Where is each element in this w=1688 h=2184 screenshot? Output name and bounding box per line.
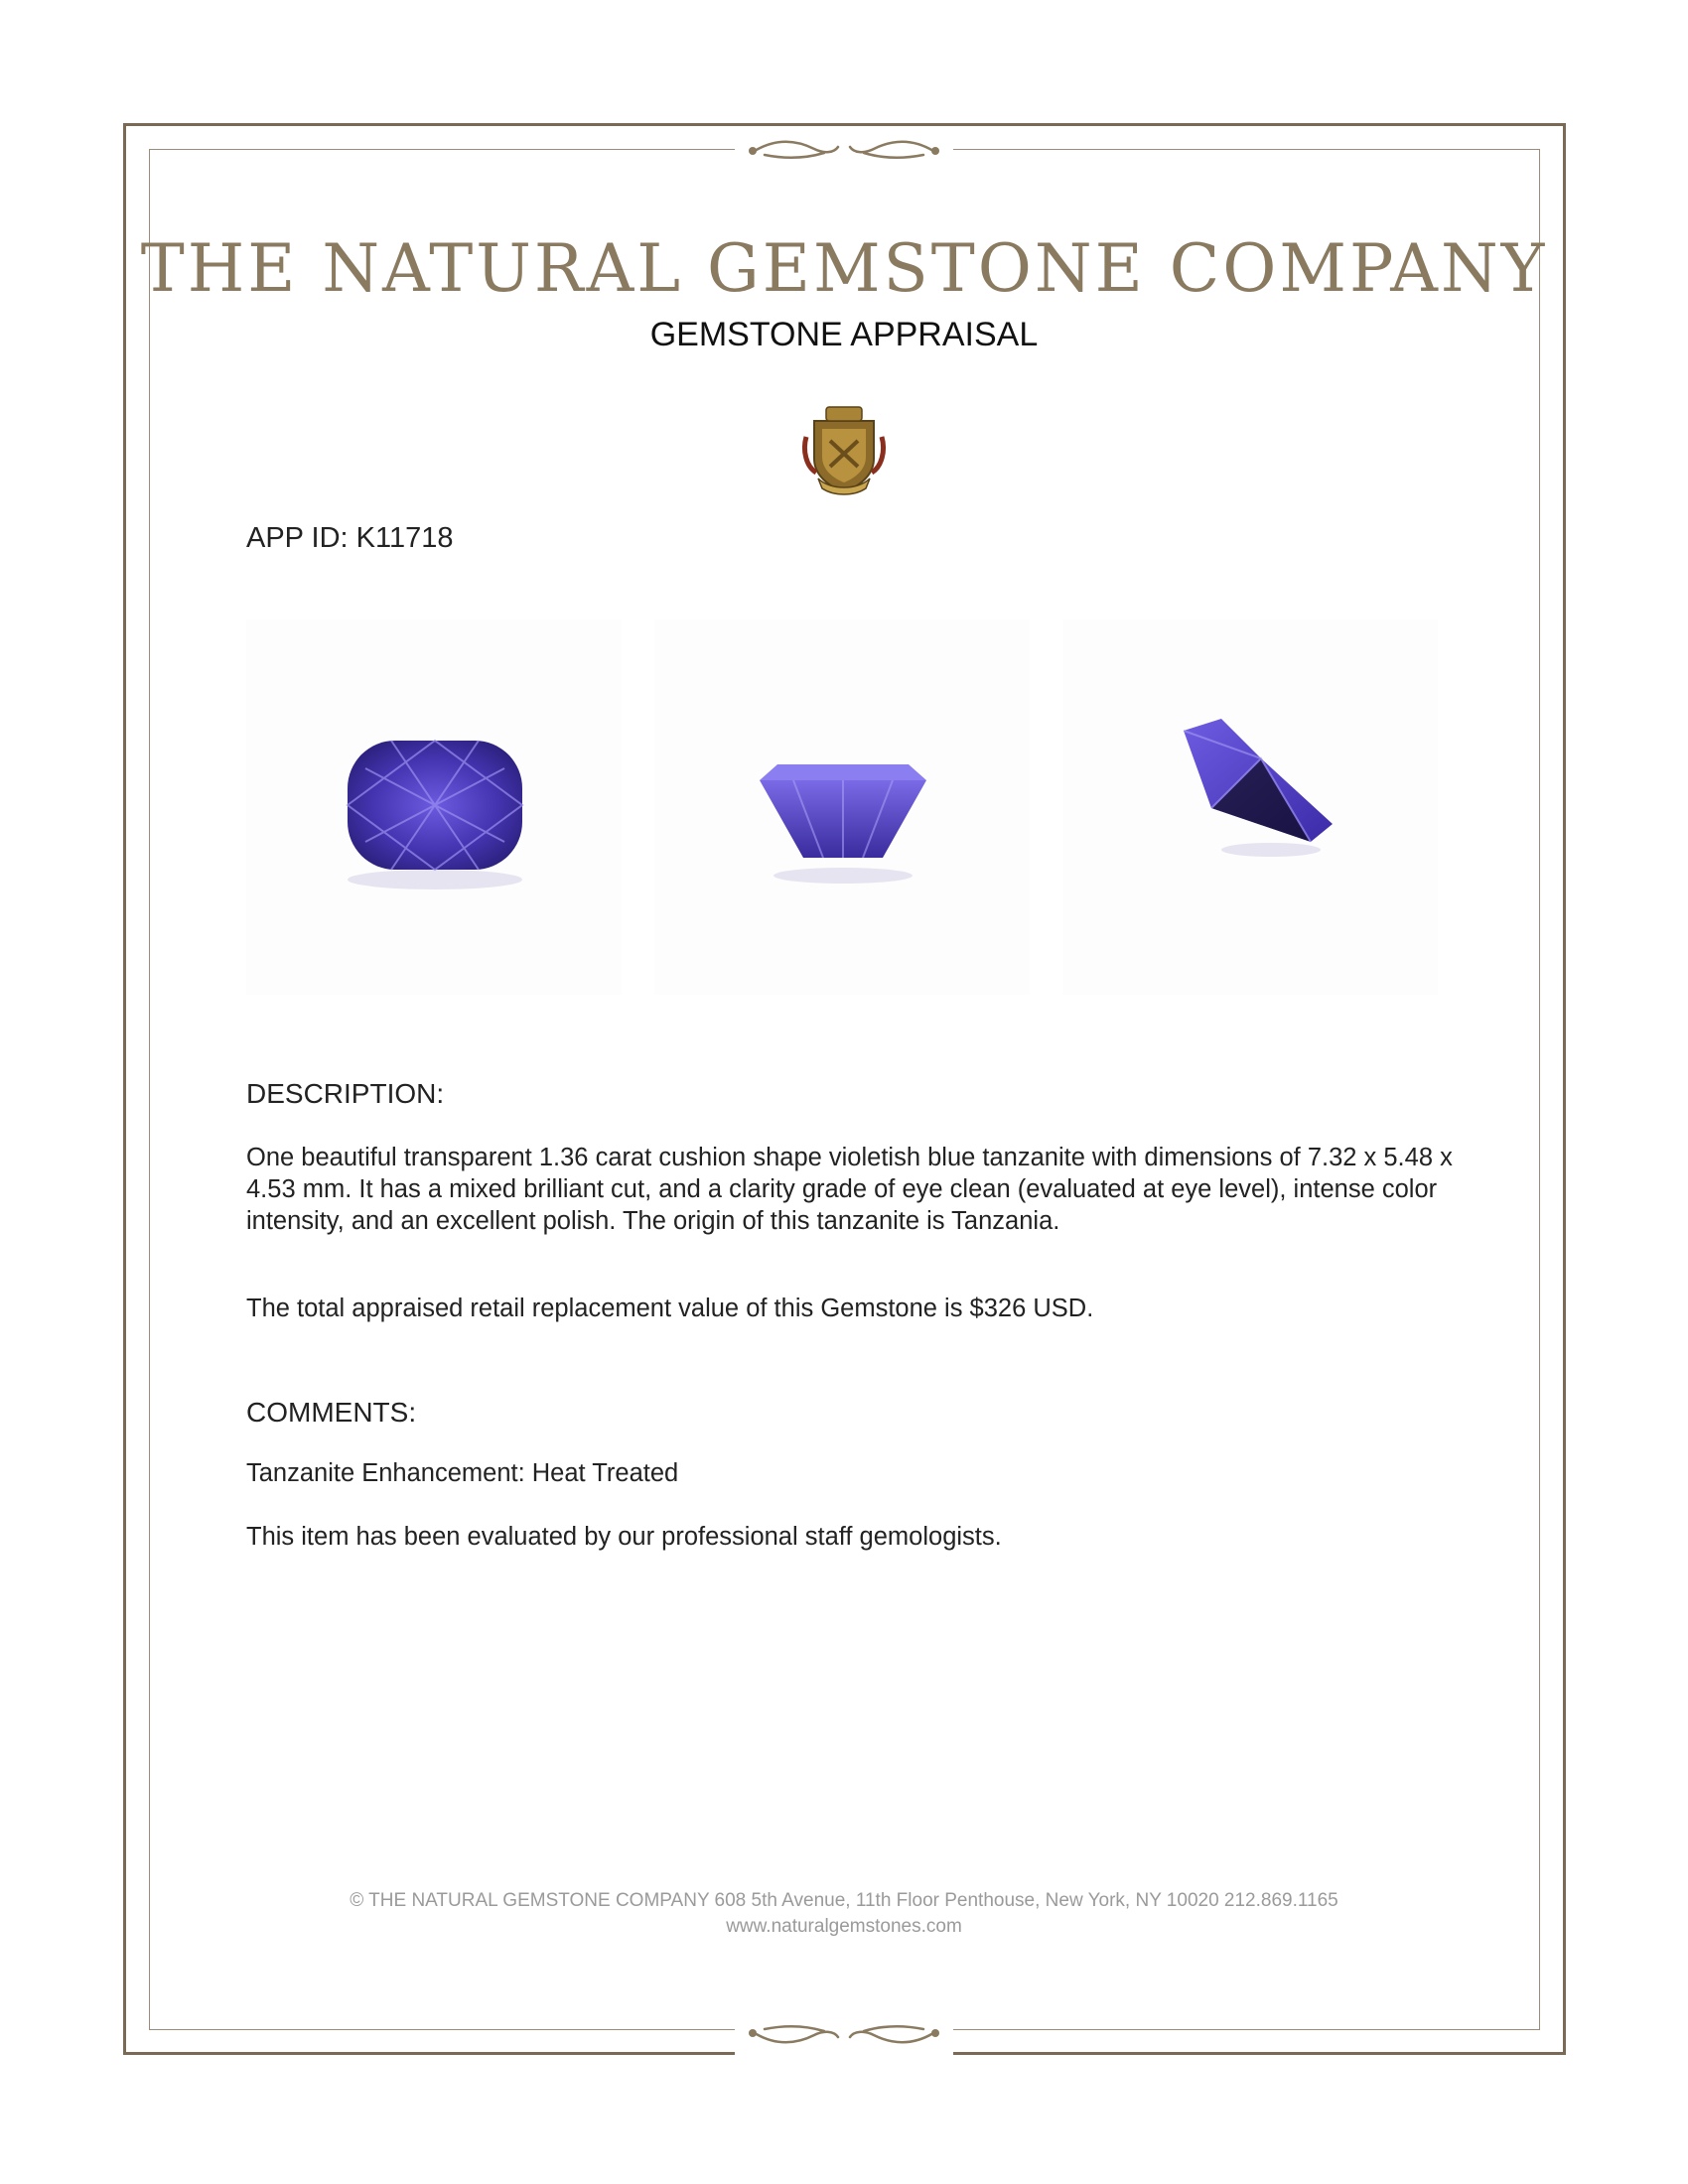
document-title: GEMSTONE APPRAISAL [649,316,1039,353]
gem-photo-side-view-icon [654,619,1030,995]
description-text: One beautiful transparent 1.36 carat cushion shape violetish blue tanzanite with dimensions of 7.32 x 5.48 x 4.53 mm. It has a mixed brilliant cut, and a clarity grade of eye clean (evaluated at eye level), intense color intensity, and an excellent polish. The origin of this tanzanite is Tanzania. [246,1144,1453,1235]
appraised-value-statement: The total appraised retail replacement value of this Gemstone is $326 USD. [246,1295,1094,1322]
evaluation-comment: This item has been evaluated by our professional staff gemologists. [246,1523,1002,1551]
footer-website-link[interactable]: www.naturalgemstones.com [726,1916,962,1937]
enhancement-comment: Tanzanite Enhancement: Heat Treated [246,1459,679,1487]
footer-address: © THE NATURAL GEMSTONE COMPANY 608 5th Avenue, 11th Floor Penthouse, New York, NY 10020 212.869.1165 [350,1890,1338,1911]
appraisal-id: APP ID: K11718 [246,522,454,554]
company-name: THE NATURAL GEMSTONE COMPANY [140,230,1548,307]
crest-logo-icon [800,401,888,496]
top-scroll-ornament-icon [735,129,953,169]
comments-heading: COMMENTS: [246,1397,417,1428]
gem-photo-angled-view-icon [1062,619,1438,995]
description-heading: DESCRIPTION: [246,1078,445,1109]
bottom-scroll-ornament-icon [735,2015,953,2055]
gem-photo-top-view-icon [246,619,622,995]
